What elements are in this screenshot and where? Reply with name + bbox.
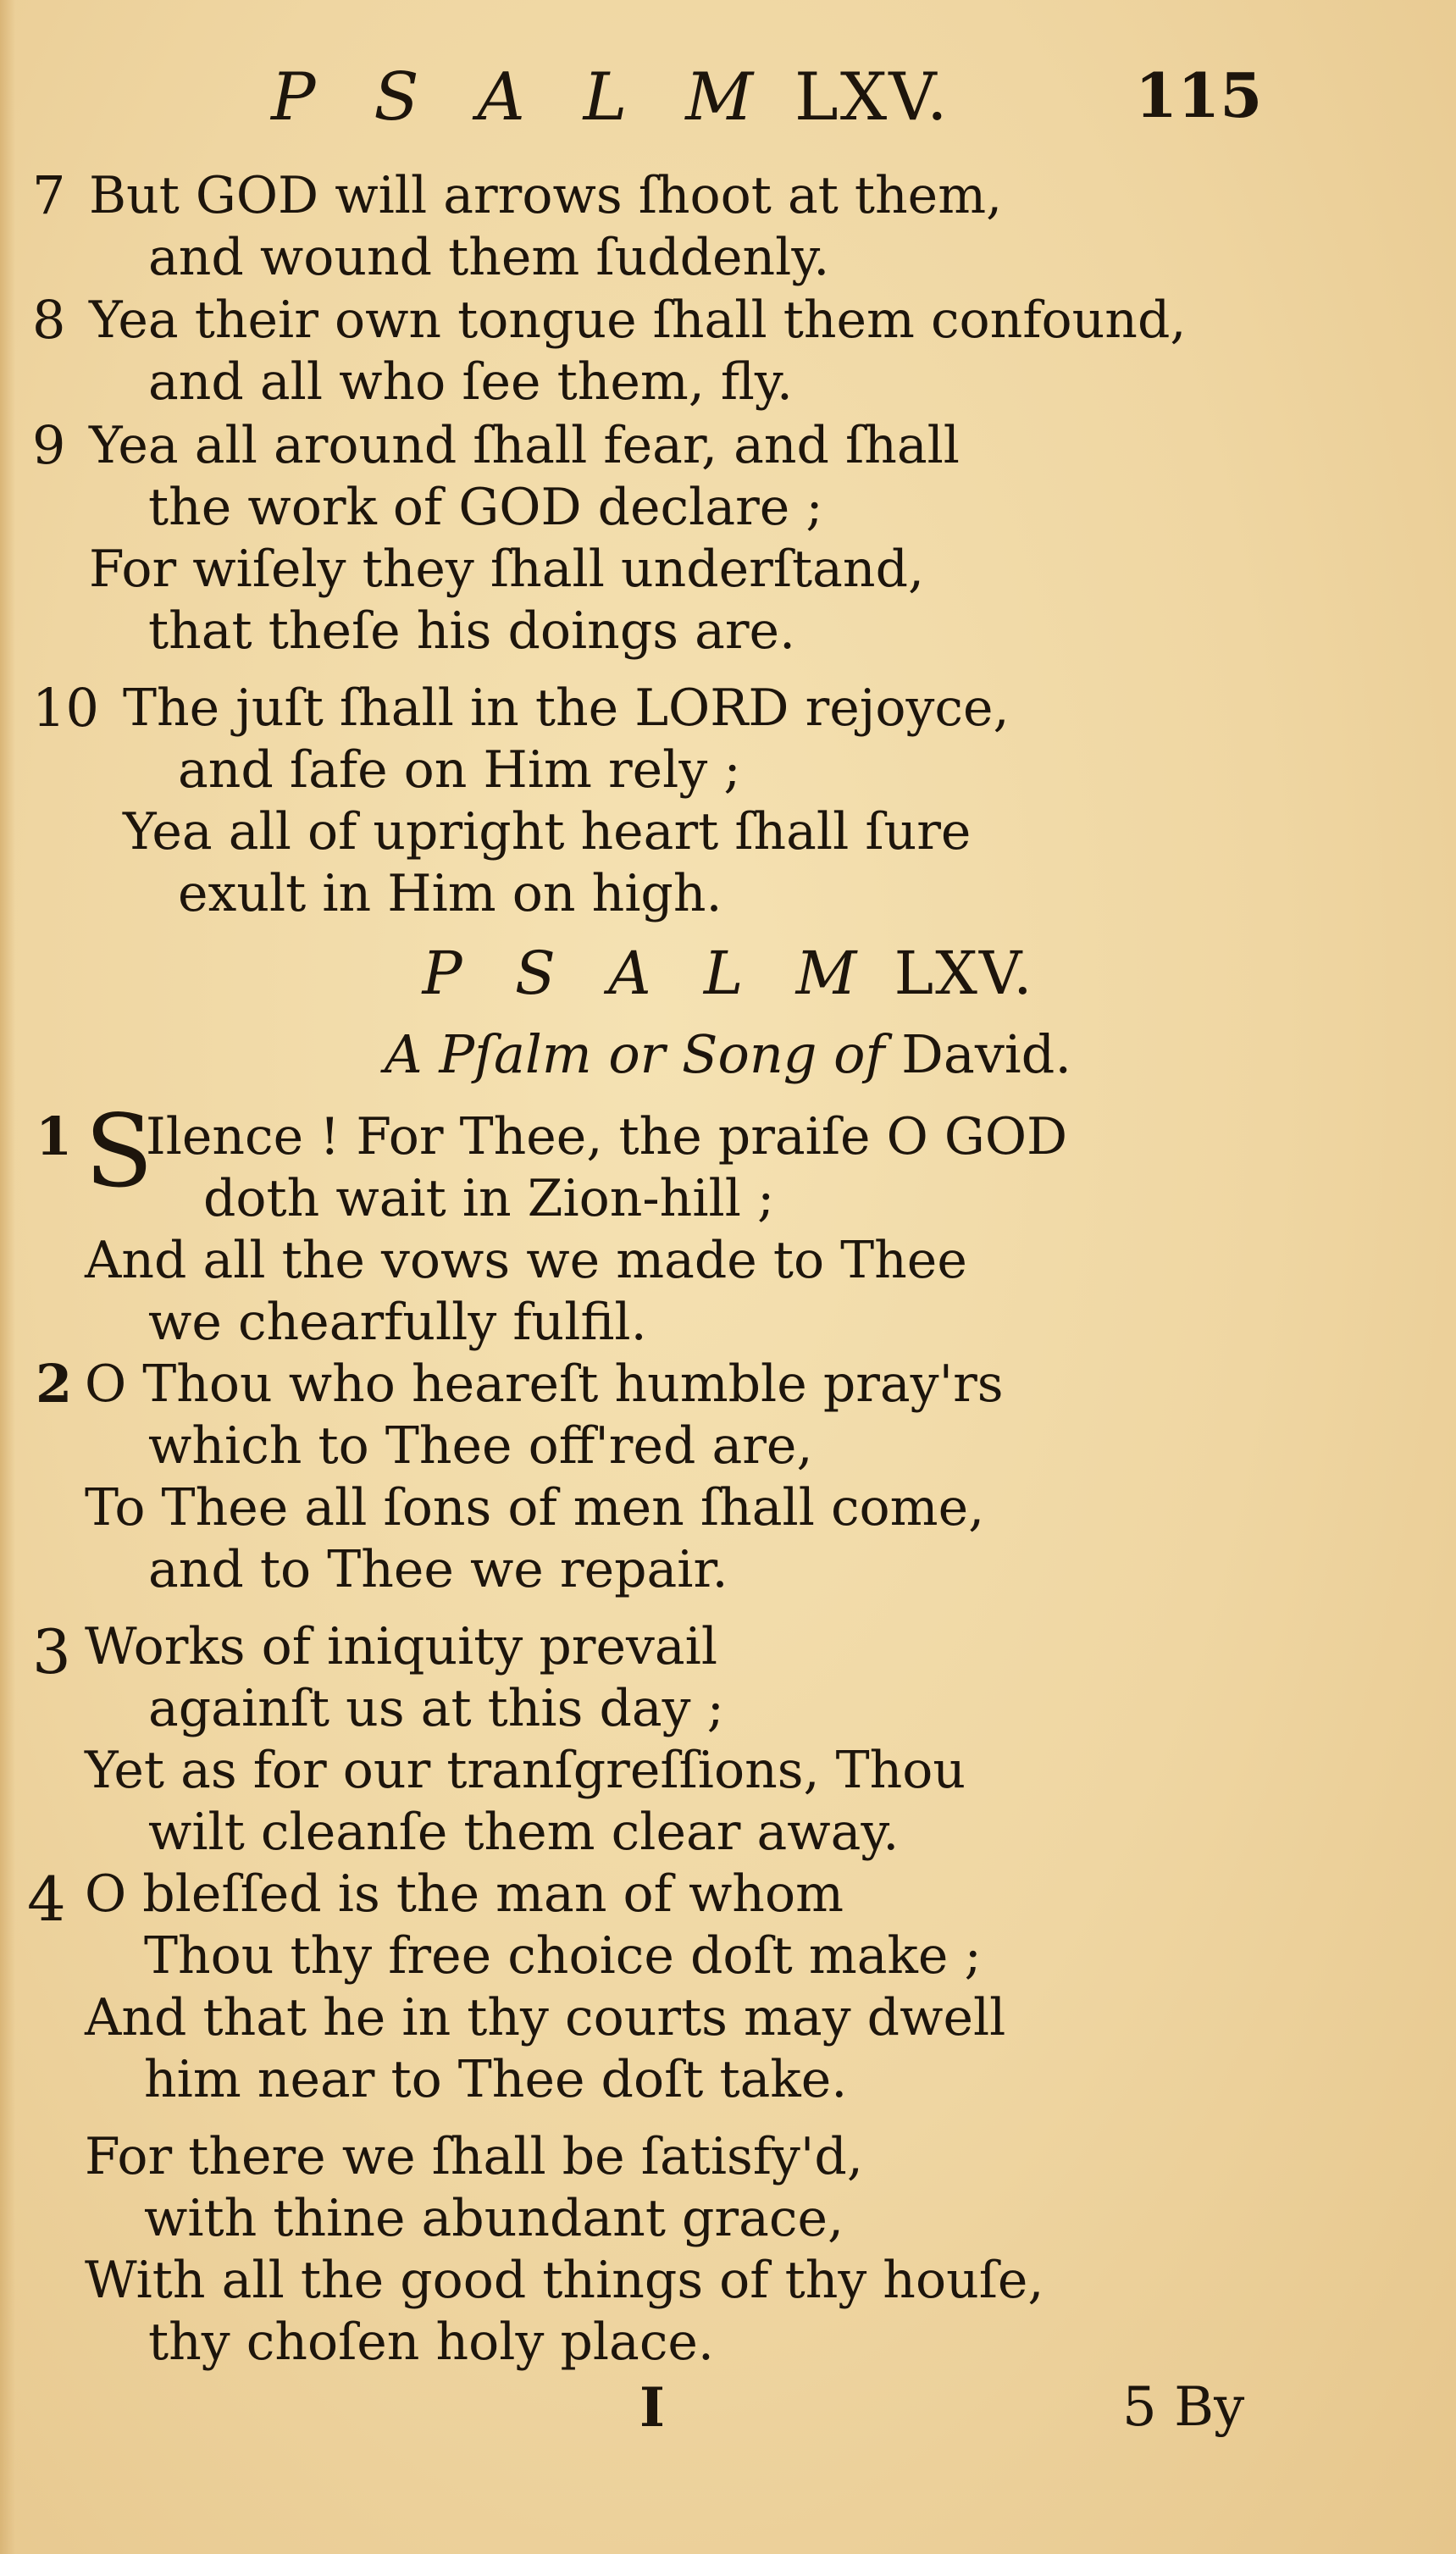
- psalm-subtitle-italic: A Pſalm or Song of: [384, 1023, 885, 1085]
- verse-line: we chearfully fulfil.: [148, 1293, 647, 1352]
- verse-line: with thine abundant grace,: [144, 2189, 844, 2248]
- verse-line: that theſe his doings are.: [148, 601, 796, 661]
- verse-line: Yea all of upright heart ſhall ſure: [123, 802, 972, 861]
- verse-line: Ilence ! For Thee, the praiſe O GOD: [146, 1107, 1068, 1166]
- verse-line: thy choſen holy place.: [148, 2313, 714, 2372]
- verse-line: which to Thee off'red are,: [148, 1416, 813, 1476]
- verse-line: And all the vows we made to Thee: [85, 1231, 967, 1290]
- verse-line: Works of iniquity prevail: [85, 1617, 718, 1676]
- running-title-number: LXV.: [794, 59, 949, 136]
- verse-line: The juſt ſhall in the LORD rejoyce,: [123, 679, 1010, 738]
- drop-cap: S: [85, 1093, 153, 1210]
- running-title-psalm: P S A L M: [271, 59, 772, 136]
- verse-line: Yea their own tongue ſhall them confound,: [89, 291, 1187, 350]
- page-number: 115: [1135, 59, 1263, 131]
- verse-line: him near to Thee doſt take.: [144, 2050, 848, 2109]
- verse-number: 4: [27, 1864, 66, 1935]
- verse-number: 7: [32, 164, 66, 226]
- verse-line: Yea all around ſhall fear, and ſhall: [89, 416, 960, 475]
- verse-line: For there we ſhall be ſatisfy'd,: [85, 2127, 863, 2186]
- running-title: [271, 59, 949, 136]
- verse-number: 9: [32, 414, 66, 476]
- verse-line: and ſafe on Him rely ;: [178, 740, 741, 800]
- verse-line: and wound them ſuddenly.: [148, 228, 830, 287]
- psalm-heading-number: LXV.: [894, 939, 1034, 1008]
- verse-line: To Thee all ſons of men ſhall come,: [85, 1478, 985, 1537]
- verse-line: With all the good things of thy houſe,: [85, 2251, 1044, 2310]
- verse-line: wilt cleanſe them clear away.: [148, 1803, 900, 1862]
- verse-line: Yet as for our tranſgreſſions, Thou: [85, 1741, 966, 1800]
- verse-line: O bleſſed is the man of whom: [85, 1864, 844, 1924]
- verse-number: 3: [32, 1616, 71, 1687]
- psalm-subtitle: [0, 1023, 1456, 1085]
- verse-number: 1: [36, 1105, 73, 1167]
- verse-line: But GOD will arrows ſhoot at them,: [89, 166, 1003, 225]
- catchword: 5 By: [1122, 2376, 1245, 2439]
- verse-line: againſt us at this day ;: [148, 1679, 724, 1738]
- verse-line: For wiſely they ſhall underſtand,: [89, 540, 925, 599]
- running-header: [0, 59, 1456, 144]
- verse-line: the work of GOD declare ;: [148, 478, 823, 537]
- verse-line: exult in Him on high.: [178, 864, 722, 923]
- verse-number: 10: [32, 677, 99, 739]
- verse-number: 2: [36, 1353, 73, 1415]
- verse-line: Thou thy free choice doſt make ;: [144, 1926, 982, 1986]
- verse-line: O Thou who heareſt humble pray'rs: [85, 1355, 1004, 1414]
- verse-number: 8: [32, 289, 66, 351]
- verse-line: and all who ſee them, fly.: [148, 352, 793, 412]
- psalm-heading-word: P S A L M: [422, 939, 874, 1008]
- psalm-subtitle-name: David.: [901, 1023, 1072, 1085]
- verse-line: and to Thee we repair.: [148, 1540, 728, 1599]
- psalm-heading: [0, 939, 1456, 1008]
- page-gutter: [0, 0, 15, 2554]
- signature-mark: I: [639, 2376, 665, 2440]
- verse-line: doth wait in Zion-hill ;: [203, 1169, 775, 1228]
- verse-line: And that he in thy courts may dwell: [85, 1988, 1006, 2047]
